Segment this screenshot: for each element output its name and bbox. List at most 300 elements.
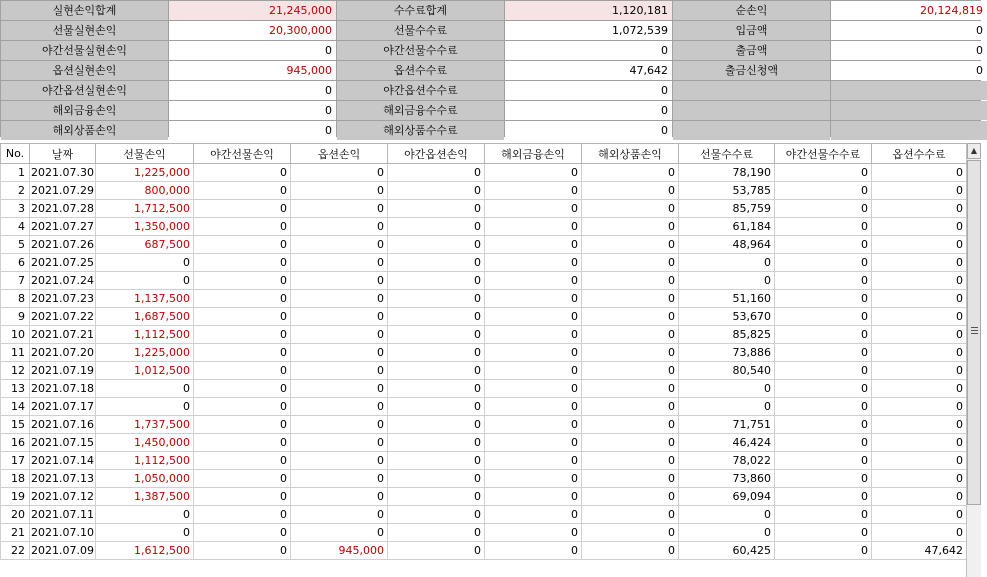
- table-cell: 0: [775, 308, 872, 326]
- table-row[interactable]: [1, 344, 967, 362]
- table-cell: 2021.07.20: [30, 344, 96, 362]
- table-cell: 1,050,000: [96, 470, 194, 488]
- table-cell: 0: [291, 416, 388, 434]
- table-cell: 19: [1, 488, 30, 506]
- table-cell: 2021.07.16: [30, 416, 96, 434]
- table-cell: 46,424: [679, 434, 775, 452]
- table-cell: 0: [485, 434, 582, 452]
- table-cell: 0: [194, 272, 291, 290]
- table-cell: 0: [872, 344, 967, 362]
- summary-label: 야간선물실현손익: [1, 41, 168, 60]
- table-cell: 0: [291, 182, 388, 200]
- summary-label: 해외금융손익: [1, 101, 168, 120]
- column-header[interactable]: 날짜: [30, 144, 96, 164]
- summary-label: 야간옵션수수료: [337, 81, 504, 100]
- table-cell: 0: [388, 542, 485, 560]
- table-cell: 0: [872, 416, 967, 434]
- table-cell: 0: [388, 488, 485, 506]
- table-cell: 0: [485, 272, 582, 290]
- summary-label: 해외상품수수료: [337, 121, 504, 140]
- table-cell: 0: [485, 164, 582, 182]
- column-header[interactable]: 선물손익: [96, 144, 194, 164]
- table-row[interactable]: [1, 398, 967, 416]
- table-cell: 0: [775, 416, 872, 434]
- table-cell: 73,886: [679, 344, 775, 362]
- table-header-row: [1, 144, 967, 164]
- table-cell: 18: [1, 470, 30, 488]
- table-cell: 0: [582, 398, 679, 416]
- table-cell: 0: [775, 254, 872, 272]
- summary-value: 0: [169, 101, 336, 120]
- column-header[interactable]: 야간옵션손익: [388, 144, 485, 164]
- table-cell: 2021.07.18: [30, 380, 96, 398]
- table-cell: 0: [582, 506, 679, 524]
- table-cell: 2021.07.11: [30, 506, 96, 524]
- summary-label: 옵션실현손익: [1, 61, 168, 80]
- table-cell: 0: [485, 416, 582, 434]
- table-cell: 0: [775, 182, 872, 200]
- table-cell: 0: [388, 326, 485, 344]
- table-cell: 14: [1, 398, 30, 416]
- table-cell: 0: [872, 254, 967, 272]
- table-cell: 0: [388, 272, 485, 290]
- table-cell: 0: [194, 416, 291, 434]
- table-cell: 0: [775, 452, 872, 470]
- table-cell: 0: [485, 218, 582, 236]
- table-cell: 60,425: [679, 542, 775, 560]
- table-cell: 0: [582, 542, 679, 560]
- table-cell: 11: [1, 344, 30, 362]
- table-cell: 0: [291, 218, 388, 236]
- table-cell: 0: [194, 164, 291, 182]
- table-cell: 0: [582, 254, 679, 272]
- table-cell: 0: [775, 164, 872, 182]
- summary-value: 21,245,000: [169, 1, 336, 20]
- table-cell: 15: [1, 416, 30, 434]
- table-cell: 22: [1, 542, 30, 560]
- table-row[interactable]: [1, 200, 967, 218]
- table-cell: 0: [872, 308, 967, 326]
- table-cell: 1,137,500: [96, 290, 194, 308]
- table-cell: 7: [1, 272, 30, 290]
- table-cell: 0: [679, 272, 775, 290]
- summary-label: 수수료합계: [337, 1, 504, 20]
- table-cell: 0: [582, 326, 679, 344]
- summary-label: 야간선물수수료: [337, 41, 504, 60]
- table-cell: 0: [775, 434, 872, 452]
- table-cell: 0: [485, 470, 582, 488]
- table-cell: 0: [291, 272, 388, 290]
- table-cell: 0: [388, 470, 485, 488]
- table-cell: 0: [194, 254, 291, 272]
- table-cell: 17: [1, 452, 30, 470]
- table-cell: 0: [582, 380, 679, 398]
- table-cell: 0: [96, 506, 194, 524]
- daily-pnl-table-container[interactable]: [0, 143, 966, 577]
- table-cell: 0: [679, 254, 775, 272]
- table-cell: 0: [291, 326, 388, 344]
- table-cell: 1,225,000: [96, 164, 194, 182]
- table-cell: 1,387,500: [96, 488, 194, 506]
- table-cell: 1,450,000: [96, 434, 194, 452]
- table-cell: 0: [872, 200, 967, 218]
- table-row[interactable]: [1, 380, 967, 398]
- table-cell: 1,737,500: [96, 416, 194, 434]
- table-cell: 0: [775, 362, 872, 380]
- summary-label: 선물실현손익: [1, 21, 168, 40]
- table-cell: 85,759: [679, 200, 775, 218]
- table-cell: 1,350,000: [96, 218, 194, 236]
- table-cell: 0: [872, 506, 967, 524]
- table-cell: 2021.07.13: [30, 470, 96, 488]
- table-cell: 0: [291, 452, 388, 470]
- table-cell: 0: [388, 200, 485, 218]
- table-cell: 0: [872, 218, 967, 236]
- table-cell: 0: [388, 290, 485, 308]
- table-cell: 0: [872, 434, 967, 452]
- summary-label: 해외상품손익: [1, 121, 168, 140]
- table-cell: 2021.07.25: [30, 254, 96, 272]
- table-cell: 0: [872, 524, 967, 542]
- table-cell: 0: [194, 290, 291, 308]
- table-cell: 800,000: [96, 182, 194, 200]
- table-row[interactable]: [1, 470, 967, 488]
- summary-value: 47,642: [505, 61, 672, 80]
- summary-label: 해외금융수수료: [337, 101, 504, 120]
- table-cell: 71,751: [679, 416, 775, 434]
- column-header[interactable]: 옵션수수료: [872, 144, 967, 164]
- summary-value: 0: [505, 81, 672, 100]
- table-cell: 0: [291, 164, 388, 182]
- table-cell: 0: [582, 416, 679, 434]
- table-cell: 0: [775, 326, 872, 344]
- summary-value: 0: [169, 41, 336, 60]
- table-cell: 0: [194, 308, 291, 326]
- table-cell: 0: [388, 362, 485, 380]
- table-cell: 13: [1, 380, 30, 398]
- column-header[interactable]: 해외금융손익: [485, 144, 582, 164]
- table-cell: 0: [872, 488, 967, 506]
- table-cell: 0: [194, 326, 291, 344]
- table-cell: 1,225,000: [96, 344, 194, 362]
- table-cell: 1,687,500: [96, 308, 194, 326]
- table-cell: 0: [388, 416, 485, 434]
- table-cell: 0: [96, 254, 194, 272]
- table-row[interactable]: [1, 488, 967, 506]
- table-cell: 0: [194, 506, 291, 524]
- table-cell: 0: [388, 452, 485, 470]
- table-cell: 0: [485, 542, 582, 560]
- table-cell: 0: [388, 398, 485, 416]
- table-cell: 0: [582, 344, 679, 362]
- table-cell: 0: [679, 380, 775, 398]
- table-cell: 0: [775, 542, 872, 560]
- table-cell: 1,012,500: [96, 362, 194, 380]
- table-row[interactable]: [1, 326, 967, 344]
- column-header[interactable]: 옵션손익: [291, 144, 388, 164]
- table-cell: 73,860: [679, 470, 775, 488]
- summary-label: 입금액: [673, 21, 830, 40]
- table-cell: 0: [96, 524, 194, 542]
- table-cell: 0: [775, 290, 872, 308]
- table-cell: 47,642: [872, 542, 967, 560]
- table-cell: 0: [291, 506, 388, 524]
- table-cell: 0: [775, 272, 872, 290]
- table-cell: 0: [872, 164, 967, 182]
- table-cell: 0: [194, 452, 291, 470]
- table-cell: 0: [194, 182, 291, 200]
- summary-label: 출금신청액: [673, 61, 830, 80]
- table-cell: 0: [679, 524, 775, 542]
- table-cell: 0: [679, 506, 775, 524]
- summary-value: 0: [505, 101, 672, 120]
- table-cell: 2021.07.24: [30, 272, 96, 290]
- table-cell: 0: [388, 164, 485, 182]
- table-cell: 21: [1, 524, 30, 542]
- table-cell: 0: [582, 236, 679, 254]
- table-cell: 8: [1, 290, 30, 308]
- table-cell: 0: [291, 344, 388, 362]
- table-cell: 0: [582, 488, 679, 506]
- table-row[interactable]: [1, 218, 967, 236]
- table-cell: 0: [872, 398, 967, 416]
- table-cell: 0: [485, 254, 582, 272]
- table-cell: 0: [775, 218, 872, 236]
- table-cell: 0: [775, 488, 872, 506]
- grip-lines-icon: [971, 327, 978, 334]
- table-cell: 1,612,500: [96, 542, 194, 560]
- table-cell: 5: [1, 236, 30, 254]
- table-cell: 0: [485, 290, 582, 308]
- table-cell: 0: [485, 308, 582, 326]
- table-cell: 0: [775, 236, 872, 254]
- table-cell: 0: [388, 344, 485, 362]
- table-cell: 0: [485, 398, 582, 416]
- summary-label: 선물수수료: [337, 21, 504, 40]
- column-header[interactable]: No.: [1, 144, 30, 164]
- table-cell: 0: [872, 362, 967, 380]
- table-row[interactable]: [1, 452, 967, 470]
- table-cell: 2021.07.14: [30, 452, 96, 470]
- table-cell: 12: [1, 362, 30, 380]
- summary-empty-cell: [831, 81, 987, 100]
- table-cell: 0: [388, 236, 485, 254]
- table-cell: 0: [872, 236, 967, 254]
- table-cell: 0: [775, 344, 872, 362]
- table-cell: 0: [775, 470, 872, 488]
- column-header[interactable]: 야간선물손익: [194, 144, 291, 164]
- table-cell: 0: [194, 236, 291, 254]
- table-cell: 0: [194, 362, 291, 380]
- summary-empty-cell: [831, 101, 987, 120]
- summary-value: 20,300,000: [169, 21, 336, 40]
- table-cell: 0: [582, 164, 679, 182]
- summary-panel: [0, 0, 981, 137]
- summary-value: 0: [831, 21, 987, 40]
- table-cell: 6: [1, 254, 30, 272]
- table-cell: 0: [872, 272, 967, 290]
- table-cell: 0: [485, 344, 582, 362]
- table-cell: 0: [582, 200, 679, 218]
- table-cell: 69,094: [679, 488, 775, 506]
- table-cell: 2021.07.21: [30, 326, 96, 344]
- table-cell: 2021.07.26: [30, 236, 96, 254]
- table-row[interactable]: [1, 524, 967, 542]
- table-cell: 20: [1, 506, 30, 524]
- table-cell: 0: [291, 524, 388, 542]
- table-cell: 0: [582, 434, 679, 452]
- table-cell: 0: [194, 488, 291, 506]
- table-cell: 0: [582, 470, 679, 488]
- table-cell: 687,500: [96, 236, 194, 254]
- table-cell: 9: [1, 308, 30, 326]
- table-cell: 0: [388, 254, 485, 272]
- table-cell: 0: [96, 380, 194, 398]
- table-cell: 0: [388, 182, 485, 200]
- table-row[interactable]: [1, 254, 967, 272]
- summary-value: 0: [831, 41, 987, 60]
- summary-value: 0: [505, 41, 672, 60]
- summary-empty-cell: [831, 121, 987, 140]
- summary-value: 0: [505, 121, 672, 140]
- table-cell: 0: [485, 326, 582, 344]
- table-cell: 2021.07.28: [30, 200, 96, 218]
- table-cell: 0: [291, 200, 388, 218]
- table-cell: 0: [194, 380, 291, 398]
- table-cell: 0: [291, 380, 388, 398]
- table-cell: 0: [194, 200, 291, 218]
- daily-pnl-table: [0, 143, 967, 560]
- table-cell: 78,190: [679, 164, 775, 182]
- table-cell: 2021.07.22: [30, 308, 96, 326]
- table-cell: 0: [388, 524, 485, 542]
- table-cell: 2021.07.23: [30, 290, 96, 308]
- table-cell: 0: [194, 434, 291, 452]
- table-cell: 0: [194, 524, 291, 542]
- table-cell: 0: [388, 380, 485, 398]
- table-row[interactable]: [1, 542, 967, 560]
- table-cell: 0: [388, 506, 485, 524]
- summary-value: 945,000: [169, 61, 336, 80]
- table-cell: 0: [291, 290, 388, 308]
- table-cell: 0: [872, 182, 967, 200]
- table-cell: 2021.07.19: [30, 362, 96, 380]
- table-cell: 0: [291, 488, 388, 506]
- table-cell: 78,022: [679, 452, 775, 470]
- table-cell: 0: [388, 434, 485, 452]
- table-cell: 2021.07.12: [30, 488, 96, 506]
- table-cell: 2021.07.17: [30, 398, 96, 416]
- table-cell: 0: [194, 542, 291, 560]
- table-cell: 1,112,500: [96, 452, 194, 470]
- vertical-scrollbar[interactable]: [966, 143, 981, 577]
- table-row[interactable]: [1, 164, 967, 182]
- summary-label: 옵션수수료: [337, 61, 504, 80]
- summary-label: 실현손익합계: [1, 1, 168, 20]
- table-cell: 0: [291, 434, 388, 452]
- table-cell: 0: [872, 326, 967, 344]
- table-cell: 0: [485, 380, 582, 398]
- table-row[interactable]: [1, 308, 967, 326]
- table-cell: 945,000: [291, 542, 388, 560]
- table-cell: 0: [194, 398, 291, 416]
- table-cell: 0: [582, 524, 679, 542]
- table-cell: 0: [96, 398, 194, 416]
- table-cell: 51,160: [679, 290, 775, 308]
- summary-label: 야간옵션실현손익: [1, 81, 168, 100]
- table-cell: 0: [679, 398, 775, 416]
- table-row[interactable]: [1, 416, 967, 434]
- table-cell: 0: [485, 182, 582, 200]
- table-cell: 0: [291, 470, 388, 488]
- table-row[interactable]: [1, 506, 967, 524]
- table-cell: 0: [582, 272, 679, 290]
- table-cell: 0: [582, 218, 679, 236]
- table-cell: 0: [872, 380, 967, 398]
- table-cell: 0: [485, 200, 582, 218]
- table-cell: 0: [485, 506, 582, 524]
- summary-label: 출금액: [673, 41, 830, 60]
- table-cell: 0: [485, 488, 582, 506]
- summary-value: 20,124,819: [831, 1, 987, 20]
- summary-empty-cell: [673, 81, 830, 100]
- summary-label: 순손익: [673, 1, 830, 20]
- table-cell: 1: [1, 164, 30, 182]
- table-cell: 2021.07.09: [30, 542, 96, 560]
- table-cell: 61,184: [679, 218, 775, 236]
- table-cell: 0: [485, 524, 582, 542]
- table-row[interactable]: [1, 434, 967, 452]
- column-header[interactable]: 해외상품손익: [582, 144, 679, 164]
- table-cell: 0: [775, 524, 872, 542]
- table-cell: 53,670: [679, 308, 775, 326]
- table-cell: 0: [485, 452, 582, 470]
- table-cell: 1,712,500: [96, 200, 194, 218]
- table-cell: 0: [872, 470, 967, 488]
- table-cell: 0: [291, 398, 388, 416]
- scroll-thumb[interactable]: [967, 160, 981, 505]
- table-cell: 0: [775, 380, 872, 398]
- table-cell: 10: [1, 326, 30, 344]
- summary-empty-cell: [673, 121, 830, 140]
- table-cell: 1,112,500: [96, 326, 194, 344]
- column-header[interactable]: 야간선물수수료: [775, 144, 872, 164]
- table-cell: 16: [1, 434, 30, 452]
- table-row[interactable]: [1, 182, 967, 200]
- summary-value: 0: [169, 121, 336, 140]
- table-row[interactable]: [1, 290, 967, 308]
- table-cell: 0: [291, 362, 388, 380]
- table-row[interactable]: [1, 236, 967, 254]
- table-cell: 0: [388, 218, 485, 236]
- table-cell: 2021.07.10: [30, 524, 96, 542]
- table-cell: 2021.07.27: [30, 218, 96, 236]
- table-row[interactable]: [1, 362, 967, 380]
- scroll-up-icon[interactable]: ▲: [967, 143, 981, 159]
- table-cell: 0: [872, 290, 967, 308]
- table-cell: 0: [582, 290, 679, 308]
- table-cell: 0: [872, 452, 967, 470]
- table-cell: 0: [194, 218, 291, 236]
- summary-value: 0: [169, 81, 336, 100]
- table-row[interactable]: [1, 272, 967, 290]
- table-cell: 0: [291, 236, 388, 254]
- table-cell: 0: [775, 506, 872, 524]
- table-cell: 3: [1, 200, 30, 218]
- table-cell: 0: [291, 254, 388, 272]
- column-header[interactable]: 선물수수료: [679, 144, 775, 164]
- table-cell: 2021.07.29: [30, 182, 96, 200]
